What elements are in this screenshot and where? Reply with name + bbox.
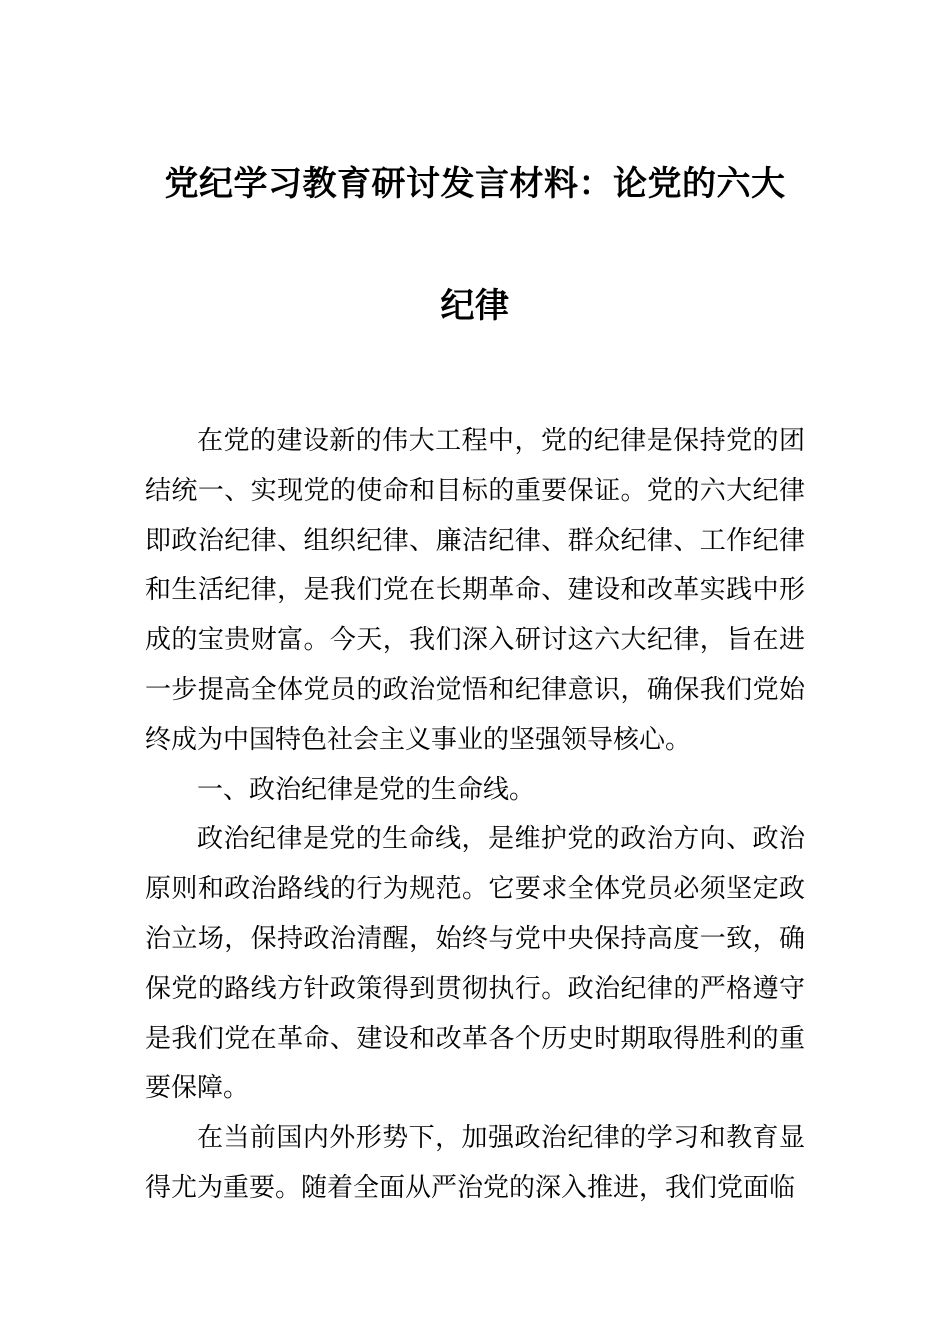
paragraph-political-discipline: 政治纪律是党的生命线，是维护党的政治方向、政治原则和政治路线的行为规范。它要求全体党员必须坚定政治立场，保持政治清醒，始终与党中央保持高度一致，确保党的路线方针政策得到贯彻执行。政治纪律的严格遵守是我们党在革命、建设和改革各个历史时期取得胜利的重要保障。 bbox=[145, 824, 805, 1104]
document-title-line-1: 党纪学习教育研讨发言材料：论党的六大 bbox=[164, 164, 786, 204]
paragraph-intro: 在党的建设新的伟大工程中，党的纪律是保持党的团结统一、实现党的使命和目标的重要保证。党的六大纪律即政治纪律、组织纪律、廉洁纪律、群众纪律、工作纪律和生活纪律，是我们党在长期革命、建设和改革实践中形成的宝贵财富。今天，我们深入研讨这六大纪律，旨在进一步提高全体党员的政治觉悟和纪律意识，确保我们党始终成为中国特色社会主义事业的坚强领导核心。 bbox=[145, 426, 805, 755]
document-title-line-2: 纪律 bbox=[440, 286, 510, 326]
section-heading-1: 一、政治纪律是党的生命线。 bbox=[197, 774, 536, 805]
document-body bbox=[145, 417, 805, 1214]
paragraph-current-situation: 在当前国内外形势下，加强政治纪律的学习和教育显得尤为重要。随着全面从严治党的深入推进，我们党面临 bbox=[145, 1123, 805, 1203]
